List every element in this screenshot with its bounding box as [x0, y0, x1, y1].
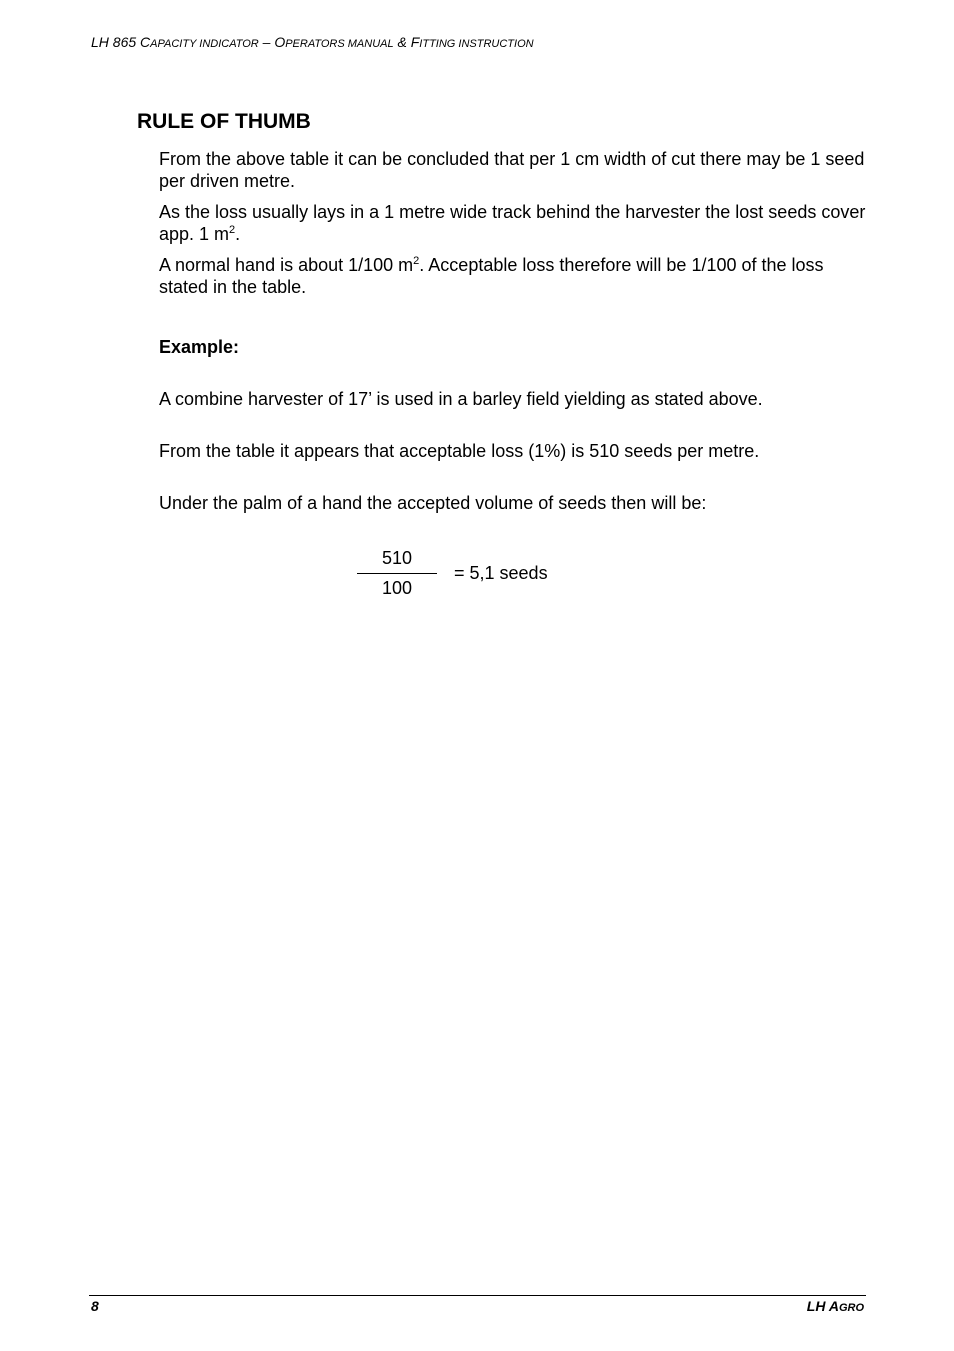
fraction-denominator: 100	[381, 578, 413, 598]
superscript: 2	[413, 255, 420, 267]
header-part: – O	[258, 34, 286, 50]
superscript: 2	[229, 224, 236, 236]
header-part: PERATORS MANUAL	[285, 38, 394, 50]
paragraph-rule-2	[159, 201, 871, 245]
brand-part: GRO	[838, 1302, 864, 1314]
page-number: 8	[91, 1298, 99, 1314]
fraction-numerator: 510	[381, 548, 413, 568]
text-span: .	[235, 224, 241, 244]
fraction-result: = 5,1 seeds	[454, 563, 548, 583]
example-label: Example:	[159, 337, 240, 357]
header-part: & F	[393, 34, 420, 50]
footer-rule	[89, 1295, 866, 1296]
footer-brand	[807, 1298, 864, 1314]
text-span: . Acceptable loss therefore will be 1/100 of the loss stated in the table.	[159, 255, 824, 297]
header-part: APACITY INDICATOR	[150, 38, 259, 50]
paragraph-rule-1: From the above table it can be concluded that per 1 cm width of cut there may be 1 seed per driven metre.	[159, 149, 865, 191]
text-span: As the loss usually lays in a 1 metre wide track behind the harvester the lost seeds cover app. 1 m	[159, 202, 866, 244]
header-part: LH 865 C	[91, 34, 151, 50]
header-part: ITTING INSTRUCTION	[419, 38, 534, 50]
example-paragraph-1: A combine harvester of 17’ is used in a barley field yielding as stated above.	[159, 389, 763, 409]
example-paragraph-3: Under the palm of a hand the accepted volume of seeds then will be:	[159, 493, 707, 513]
text-span: A normal hand is about 1/100 m	[159, 255, 414, 275]
running-header	[91, 34, 534, 50]
brand-part: LH A	[806, 1298, 839, 1314]
fraction-bar	[357, 573, 437, 574]
section-title: RULE OF THUMB	[137, 110, 311, 133]
paragraph-rule-3	[159, 254, 871, 298]
example-paragraph-2: From the table it appears that acceptable loss (1%) is 510 seeds per metre.	[159, 441, 760, 461]
